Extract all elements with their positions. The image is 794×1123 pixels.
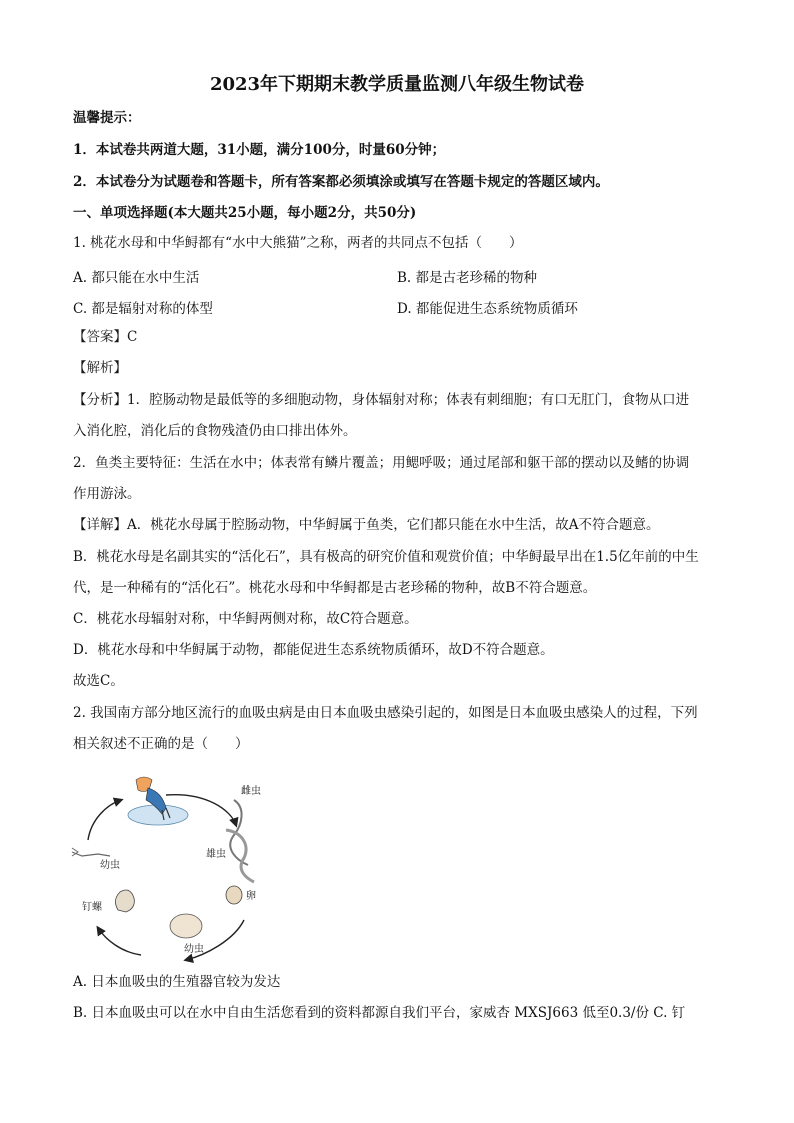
section-heading: 一、单项选择题(本大题共25小题，每小题2分，共50分)	[73, 205, 417, 221]
q1-analysis-line: 代，是一种稀有的“活化石”。桃花水母和中华鲟都是古老珍稀的物种，故B不符合题意。	[73, 580, 597, 596]
q1-option-a: A. 都只能在水中生活	[73, 270, 200, 286]
larva-bottom-figure	[170, 914, 202, 938]
q2-option-a: A. 日本血吸虫的生殖器官较为发达	[73, 974, 281, 990]
q1-option-c: C. 都是辐射对称的体型	[73, 301, 213, 317]
q1-analysis-tag: 【解析】	[73, 360, 127, 376]
q1-analysis-line: C．桃花水母辐射对称，中华鲟两侧对称，故C符合题意。	[73, 611, 418, 627]
egg-figure	[226, 886, 242, 904]
q1-analysis-line: 2．鱼类主要特征：生活在水中；体表常有鳞片覆盖；用鳃呼吸；通过尾部和躯干部的摆动以及鳍的协调	[73, 455, 690, 471]
q1-analysis-line: 【分析】1．腔肠动物是最低等的多细胞动物，身体辐射对称；体表有刺细胞；有口无肛门，食物从口进	[73, 392, 690, 408]
tip-2: 2．本试卷分为试题卷和答题卡，所有答案都必须填涂或填写在答题卡规定的答题区域内。	[73, 174, 609, 190]
q1-analysis-line: 入消化腔，消化后的食物残渣仍由口排出体外。	[73, 423, 357, 439]
tip-1: 1．本试卷共两道大题，31小题，满分100分，时量60分钟；	[73, 142, 446, 158]
q1-analysis-line: D．桃花水母和中华鲟属于动物，都能促进生态系统物质循环，故D不符合题意。	[73, 642, 554, 658]
page-title: 2023年下期期末教学质量监测八年级生物试卷	[209, 74, 585, 95]
label-larva-bottom: 幼虫	[184, 944, 204, 955]
schistosoma-lifecycle-diagram	[66, 770, 286, 970]
q2-stem-line: 2. 我国南方部分地区流行的血吸虫病是由日本血吸虫感染引起的，如图是日本血吸虫感染人的过程，下列	[73, 705, 698, 721]
label-larva-left: 幼虫	[100, 860, 120, 871]
cycle-arrow	[98, 928, 141, 955]
q1-stem: 1. 桃花水母和中华鲟都有“水中大熊猫”之称，两者的共同点不包括（ ）	[73, 235, 523, 251]
male-worm-figure	[226, 830, 254, 882]
q1-option-b: B. 都是古老珍稀的物种	[397, 270, 538, 286]
label-female: 雌虫	[241, 786, 261, 797]
label-snail: 钉螺	[82, 902, 102, 913]
q1-analysis-line: 作用游泳。	[73, 486, 141, 502]
label-male: 雄虫	[206, 849, 226, 860]
q2-stem-line: 相关叙述不正确的是（ ）	[73, 736, 249, 752]
q1-analysis-line: 【详解】A．桃花水母属于腔肠动物，中华鲟属于鱼类，它们都只能在水中生活，故A不符合题意。	[73, 517, 660, 533]
human-in-water-figure	[128, 777, 188, 825]
cycle-arrow	[88, 800, 121, 840]
q1-answer: 【答案】C	[73, 329, 138, 345]
q1-option-d: D. 都能促进生态系统物质循环	[397, 301, 578, 317]
q1-analysis-line: B．桃花水母是名副其实的“活化石”，具有极高的研究价值和观赏价值；中华鲟最早出在1.5亿年前的中生	[73, 549, 699, 565]
q1-analysis-line: 故选C。	[73, 673, 124, 689]
tips-heading: 温馨提示：	[73, 110, 141, 126]
q2-option-b: B. 日本血吸虫可以在水中自由生活您看到的资料都源自我们平台，家威杏 MXSJ663 低至0.3/份 C. 钉	[73, 1005, 686, 1021]
snail-figure	[115, 890, 134, 912]
larva-left-figure	[72, 848, 110, 856]
label-egg: 卵	[246, 891, 256, 902]
